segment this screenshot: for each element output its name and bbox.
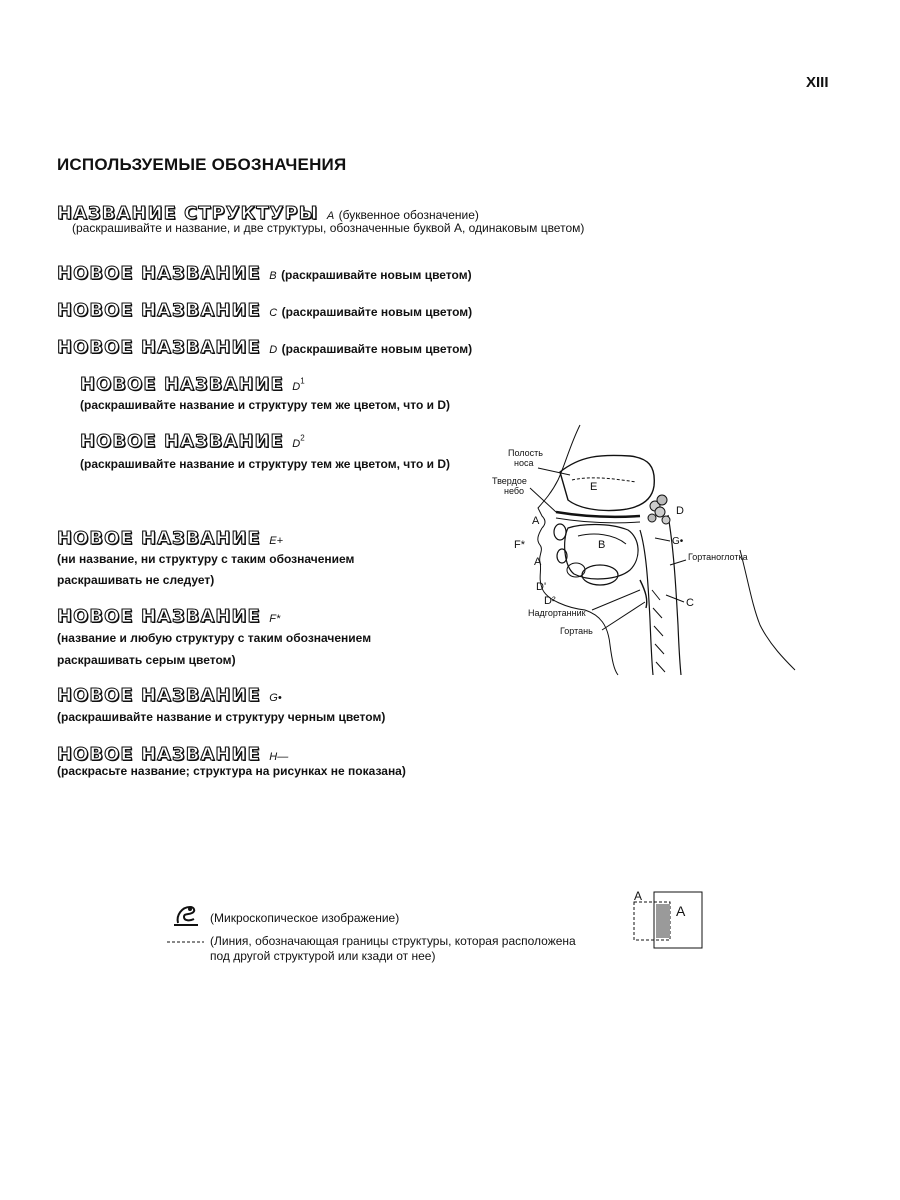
structure-name: НАЗВАНИЕ СТРУКТУРЫ [57,203,319,224]
entry-c-code: C [269,307,278,319]
entry-d1-desc: (раскрашивайте название и структуру тем же цветом, что и D) [80,398,450,412]
entry-h-code: H— [269,751,289,763]
turbinate-line [572,478,636,482]
leader-epiglottis [592,590,640,610]
entry-b [57,263,472,284]
label-a-low: A [534,556,542,568]
entry-d2 [80,431,305,452]
label-nasal-1: Полость [508,448,543,458]
entry-d-code: D [269,344,278,356]
structure-note: (раскрашивайте и название, и две структуры, обозначенные буквой А, одинаковым цветом) [72,221,585,235]
entry-d1-name: НОВОЕ НАЗВАНИЕ [80,374,284,395]
box-label-a-small: A [634,890,643,903]
entry-d2-code: D [292,438,301,450]
legend-dashed [210,934,576,964]
entry-g-name: НОВОЕ НАЗВАНИЕ [57,685,261,706]
label-d2: D² [544,595,556,607]
entry-f-code: F* [269,613,281,625]
label-nasal-2: носа [514,458,534,468]
box-label-a-large: A [676,903,686,919]
leader-laryngopharynx [670,560,686,565]
entry-h-desc: (раскрасьте название; структура на рисунках не показана) [57,764,406,778]
legend-micro-text: (Микроскопическое изображение) [210,911,400,925]
entry-b-desc: (раскрашивайте новым цветом) [281,268,472,282]
page-title: ИСПОЛЬЗУЕМЫЕ ОБОЗНАЧЕНИЯ [57,155,347,174]
neck-back [740,550,795,670]
dashed-line-icon [166,936,206,946]
entry-f-desc-2: раскрашивать серым цветом) [57,653,236,667]
entry-g-code: G• [269,692,282,704]
label-f: F* [514,539,525,551]
gland-d1 [582,565,618,585]
entry-d1-code: D [292,381,301,393]
entry-c-desc: (раскрашивайте новым цветом) [281,305,473,319]
adenoid-4 [648,514,656,522]
entry-d-name: НОВОЕ НАЗВАНИЕ [57,337,261,358]
label-d-right: D [676,505,684,517]
neck-front [585,610,618,675]
entry-d1-sup: 1 [300,376,305,386]
entry-d2-sup: 2 [300,433,305,443]
entry-d2-name: НОВОЕ НАЗВАНИЕ [80,431,284,452]
label-g: G• [672,536,684,547]
entry-b-code: B [269,270,277,282]
adenoid-2 [657,495,667,505]
entry-e-name: НОВОЕ НАЗВАНИЕ [57,528,261,549]
entry-c-name: НОВОЕ НАЗВАНИЕ [57,300,261,321]
entry-g-desc: (раскрашивайте название и структуру черным цветом) [57,710,386,724]
entry-d [57,337,472,358]
tongue-shape [565,525,638,579]
structure-desc: (буквенное обозначение) [338,208,479,222]
label-epiglottis: Надгортанник [528,608,586,618]
leader-g [655,538,670,541]
legend-dashed-line-1: (Линия, обозначающая границы структуры, которая расположена [210,934,576,948]
entry-f-desc-1: (название и любую структуру с таким обозначением [57,631,372,645]
trachea-rings [652,590,665,672]
page-number: XIII [806,74,829,91]
entry-f [57,606,280,627]
structure-code: A [326,210,335,222]
legend-dashed-line-2: под другой структурой или кзади от нее) [210,949,436,963]
leader-nasal [538,468,570,475]
microscope-icon [170,903,204,929]
entry-b-name: НОВОЕ НАЗВАНИЕ [57,263,261,284]
adenoid-3 [655,507,665,517]
entry-d1 [80,374,305,395]
leader-palate [530,488,556,512]
entry-c [57,300,472,321]
label-e: E [590,481,598,493]
label-b: B [598,539,606,551]
entry-e-code: E+ [269,535,284,547]
label-laryngopharynx: Гортаноглотка [688,552,748,562]
hard-palate-shape [556,512,640,517]
label-d1: D' [536,581,547,593]
head-neck-diagram [490,420,810,680]
entry-e [57,528,283,549]
label-a-top: A [532,515,540,527]
entry-e-desc-1: (ни название, ни структуру с таким обозначением [57,552,355,566]
hard-palate-lower [556,518,640,523]
label-larynx: Гортань [560,626,593,636]
label-palate-2: небо [504,486,525,496]
entry-f-name: НОВОЕ НАЗВАНИЕ [57,606,261,627]
epiglottis-shape [640,580,647,608]
entry-g [57,685,282,706]
upper-lip [554,524,566,540]
nasal-cavity-shape [560,455,654,510]
entry-d2-desc: (раскрашивайте название и структуру тем же цветом, что и D) [80,457,450,471]
entry-d-desc: (раскрашивайте новым цветом) [281,342,473,356]
leader-larynx [602,602,645,630]
label-c: C [686,597,694,609]
adenoid-5 [662,516,670,524]
entry-h [57,744,288,765]
entry-h-name: НОВОЕ НАЗВАНИЕ [57,744,261,765]
overlap-boxes-figure [628,890,708,952]
leader-c [666,595,684,602]
label-palate-1: Твердое [492,476,527,486]
entry-e-desc-2: раскрашивать не следует) [57,573,215,587]
